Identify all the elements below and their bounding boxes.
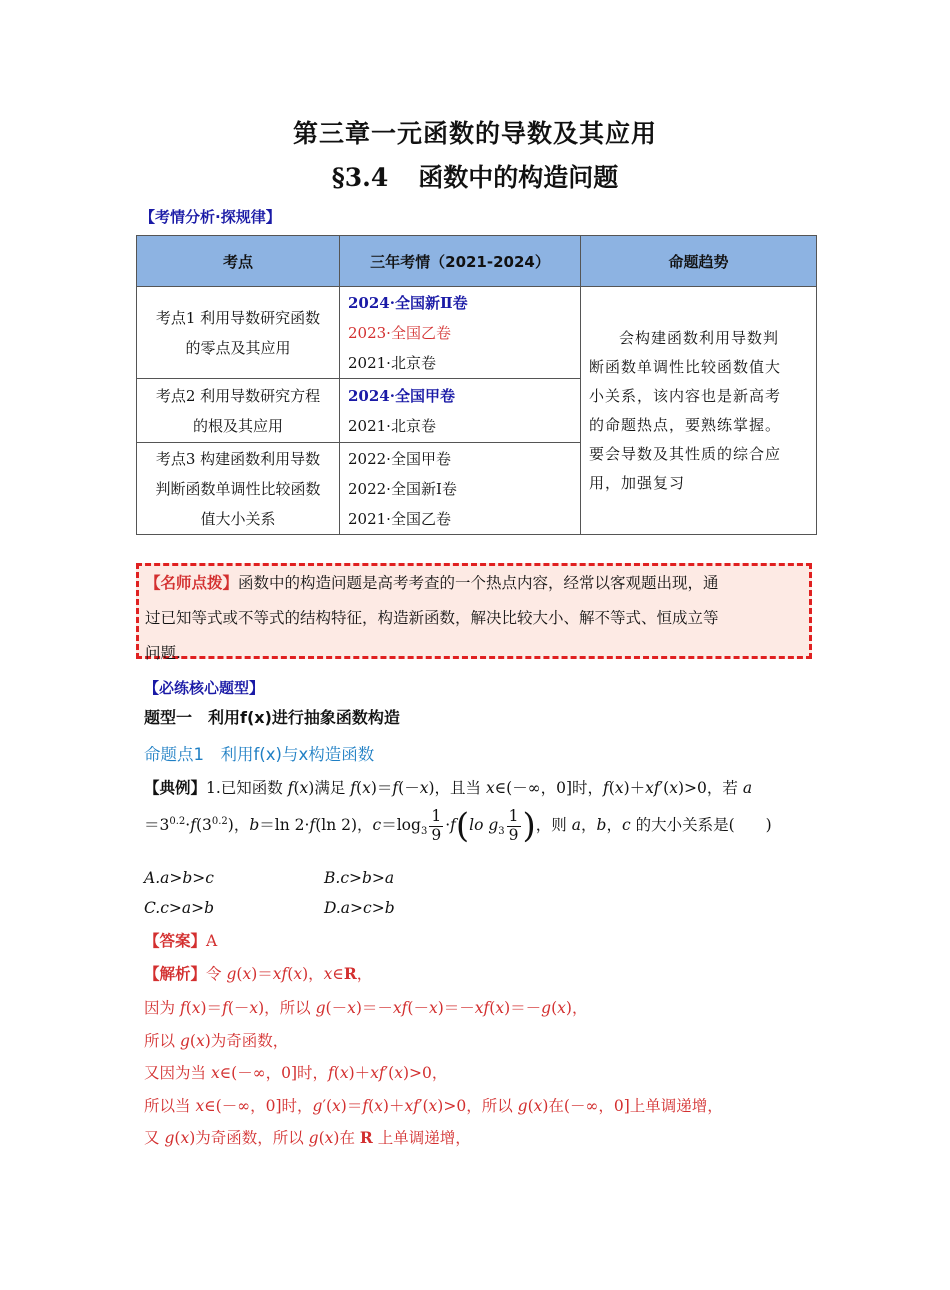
cell-text: 的零点及其应用 <box>185 338 291 357</box>
cell-text: 值大小关系 <box>200 509 276 528</box>
exam-point-cell <box>137 379 340 443</box>
exam-years-cell <box>340 443 581 535</box>
trend-line: 用，加强复习 <box>589 473 686 492</box>
choice-d <box>324 899 395 917</box>
choice-text: A.a>b>c <box>144 869 214 887</box>
example-label: 【典例】 <box>144 779 207 797</box>
teacher-tip-text: 函数中的构造问题是高考考查的一个热点内容，经常以客观题出现，通 <box>238 574 719 592</box>
column-header: 三年考情（2021-2024） <box>340 236 581 287</box>
practice-tag: 【必练核心题型】 <box>144 679 265 697</box>
year-entry: 2022·全国新Ⅰ卷 <box>348 479 457 498</box>
example-problem-line2: $=3^{0.2}\cdot f(3^{0.2})$，b＝ln 2·f(ln 2)，$c=\log_3$ $\frac{1}{9}$ ·f(lo $g_3$ $\frac{1}{9}$ )，则 a，b，c 的大小关系是( ) <box>144 806 772 846</box>
analysis-line4: 又因为当 x∈(－∞，0]时，f(x)＋xf′(x)>0， <box>144 1064 448 1082</box>
column-header: 命题趋势 <box>581 236 817 287</box>
trend-line: 会构建函数利用导数判 <box>619 328 780 347</box>
analysis-line6: 又 g(x)为奇函数，所以 g(x)在 R 上单调递增， <box>144 1128 471 1147</box>
section-title <box>0 158 950 194</box>
example-problem-line1: 【典例】1.已知函数 f(x)满足 f(x)＝f(－x)，且当 x∈(－∞，0]时，f(x)＋xf′(x)>0，若 a <box>144 779 753 797</box>
cell-text: 考点3 构建函数利用导数 <box>155 449 321 468</box>
exam-years-cell <box>340 287 581 379</box>
year-entry: 2024·全国新Ⅱ卷 <box>348 293 468 312</box>
answer-label: 【答案】 <box>144 932 207 950</box>
cell-text: 考点1 利用导数研究函数 <box>155 308 321 327</box>
year-entry: 2022·全国甲卷 <box>348 449 451 468</box>
exam-point-cell <box>137 443 340 535</box>
choice-text: B.c>b>a <box>324 869 395 887</box>
table-row <box>137 287 817 379</box>
proposition-point-title: 命题点1 利用f(x)与x构造函数 <box>144 745 375 764</box>
cell-text: 的根及其应用 <box>192 416 283 435</box>
section-name: 函数中的构造问题 <box>418 163 619 192</box>
answer-line <box>144 929 217 951</box>
exam-analysis-table <box>136 235 817 535</box>
cell-text: 考点2 利用导数研究方程 <box>155 386 321 405</box>
answer-value: A <box>206 932 218 950</box>
choice-text: D.a>c>b <box>324 899 395 917</box>
choice-c <box>144 899 214 917</box>
analysis-line1: 【解析】令 g(x)＝xf(x)，x∈R， <box>144 964 373 983</box>
fraction: $\frac{1}{9}$ <box>431 807 442 844</box>
year-entry: 2023·全国乙卷 <box>348 323 451 342</box>
exam-years-cell <box>340 379 581 443</box>
analysis-line5: 所以当 x∈(－∞，0]时，g′(x)＝f(x)＋xf′(x)>0，所以 g(x)在(－∞，0]上单调递增， <box>144 1097 723 1115</box>
exam-analysis-tag: 【考情分析·探规律】 <box>140 208 281 226</box>
year-entry: 2024·全国甲卷 <box>348 386 455 405</box>
cell-text: 判断函数单调性比较函数 <box>155 479 321 498</box>
year-entry: 2021·全国乙卷 <box>348 509 451 528</box>
trend-line: 断函数单调性比较函数值大 <box>589 357 782 376</box>
column-header: 考点 <box>137 236 340 287</box>
analysis-label: 【解析】 <box>144 965 207 983</box>
question-type-title: 题型一 利用f(x)进行抽象函数构造 <box>144 708 400 727</box>
chapter-title: 第三章一元函数的导数及其应用 <box>292 119 657 148</box>
analysis-line3: 所以 g(x)为奇函数， <box>144 1032 289 1050</box>
year-entry: 2021·北京卷 <box>348 353 436 372</box>
trend-line: 的命题热点，要熟练掌握。 <box>589 415 782 434</box>
section-number: §3.4 <box>331 163 389 192</box>
table-header-row <box>137 236 817 287</box>
choice-a <box>144 869 214 887</box>
trend-line: 要会导数及其性质的综合应 <box>589 444 782 463</box>
analysis-line2: 因为 f(x)＝f(－x)，所以 g(－x)＝－xf(－x)＝－xf(x)＝－g(x)， <box>144 999 588 1017</box>
teacher-tip-label: 【名师点拨】 <box>145 574 239 592</box>
fraction: $\frac{1}{9}$ <box>508 807 519 844</box>
teacher-tip-text: 过已知等式或不等式的结构特征，构造新函数，解决比较大小、解不等式、恒成立等 <box>145 609 719 627</box>
teacher-tip-box <box>136 563 812 662</box>
teacher-tip-text: 问题. <box>145 644 181 662</box>
year-entry: 2021·北京卷 <box>348 416 436 435</box>
choice-b <box>324 869 394 887</box>
trend-cell <box>581 287 817 535</box>
trend-line: 小关系，该内容也是新高考 <box>589 386 782 405</box>
exam-point-cell <box>137 287 340 379</box>
choice-text: C.c>a>b <box>144 899 215 917</box>
